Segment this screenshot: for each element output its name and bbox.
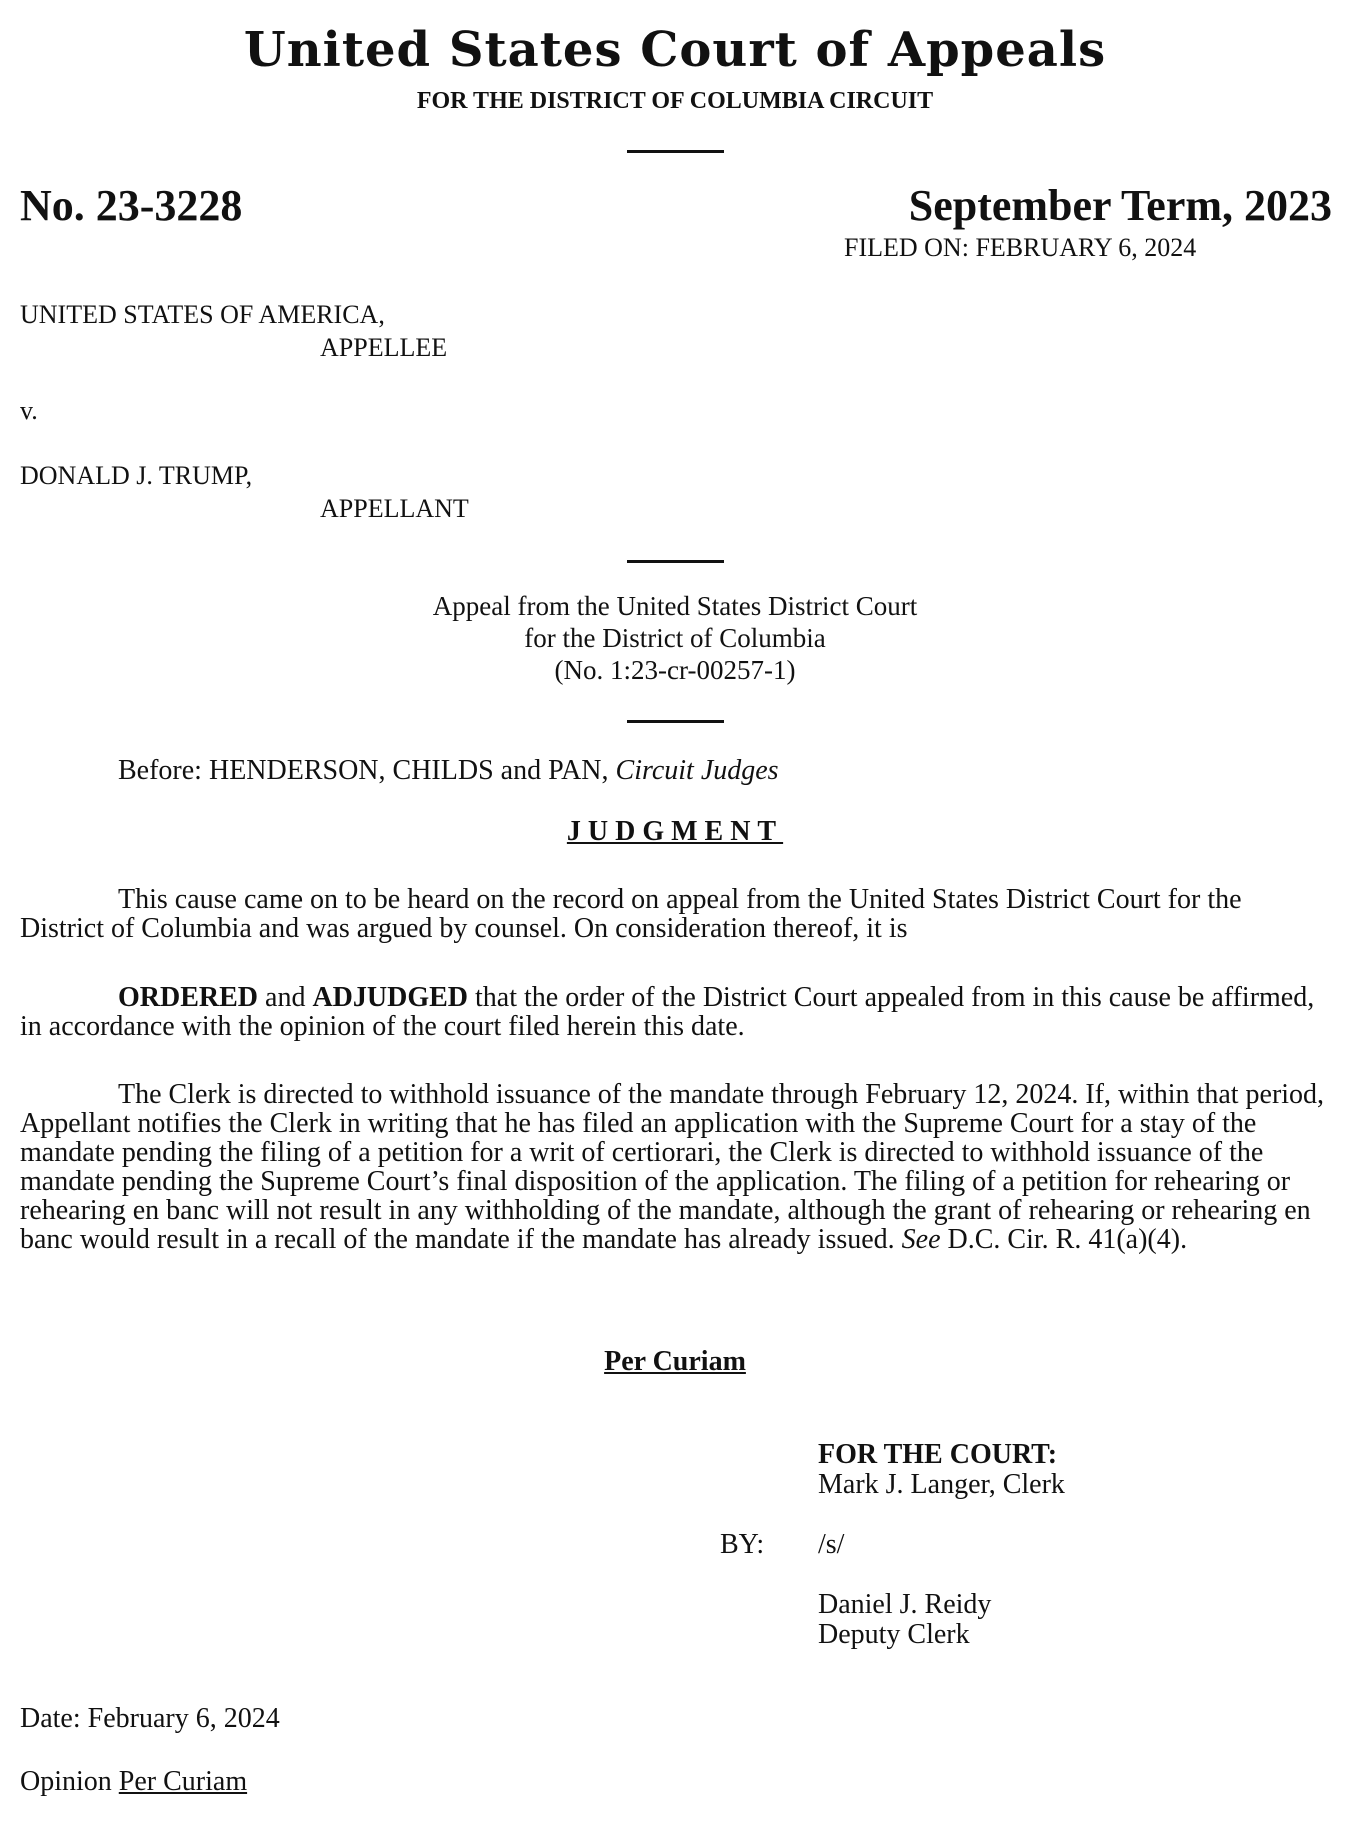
before-label: Before: bbox=[118, 755, 202, 786]
paragraph-3-text: The Clerk is directed to withhold issuance of the mandate through February 12, 2024. If, within that period, Appellant notifies the Clerk in writing that he has filed an application with the Supreme Court for a stay of the mandate pending the filing of a petition for a writ of certiorari, the Clerk is directed to withhold issuance of the mandate pending the Supreme Court’s final disposition of the application. The filing of a petition for rehearing or rehearing en banc will not result in any withholding of the mandate, although the grant of rehearing or rehearing en banc would result in a recall of the mandate if the mandate has already issued. bbox=[20, 1079, 1325, 1255]
filed-on bbox=[844, 233, 1196, 263]
paragraph-2-rest: that the order of the District Court appealed from in this cause be affirmed, in accordance with the opinion of the court filed herein this date. bbox=[20, 982, 1315, 1042]
plaintiff-name: UNITED STATES OF AMERICA, bbox=[20, 300, 385, 329]
clerk-name: Mark J. Langer, Clerk bbox=[818, 1469, 1065, 1500]
per-curiam: Per Curiam bbox=[604, 1346, 746, 1377]
rule-citation: D.C. Cir. R. 41(a)(4). bbox=[940, 1224, 1188, 1255]
versus: v. bbox=[20, 396, 38, 425]
appeal-line-3: (No. 1:23-cr-00257-1) bbox=[554, 655, 796, 685]
signature-mark: /s/ bbox=[818, 1529, 845, 1560]
defendant-role: APPELLANT bbox=[320, 494, 469, 523]
paragraph-3 bbox=[20, 1080, 1330, 1254]
defendant-name: DONALD J. TRUMP, bbox=[20, 461, 253, 490]
docket-number: No. 23-3228 bbox=[20, 181, 243, 230]
opinion-type: Per Curiam bbox=[118, 1766, 248, 1797]
filed-on-label: FILED ON: bbox=[844, 233, 969, 262]
appeal-line-1: Appeal from the United States District Court bbox=[432, 591, 918, 621]
date-line: Date: February 6, 2024 bbox=[20, 1703, 280, 1734]
header-divider bbox=[627, 150, 724, 153]
plaintiff-role: APPELLEE bbox=[320, 333, 448, 362]
appeal-info bbox=[0, 590, 1350, 686]
appeal-line-2: for the District of Columbia bbox=[524, 623, 826, 653]
panel-judges: HENDERSON, CHILDS and PAN, bbox=[208, 755, 609, 786]
deputy-name: Daniel J. Reidy bbox=[818, 1589, 992, 1620]
opinion-line bbox=[20, 1767, 247, 1797]
for-the-court: FOR THE COURT: bbox=[818, 1439, 1058, 1470]
and-text: and bbox=[258, 982, 313, 1013]
caption-divider bbox=[627, 560, 724, 563]
judgment-heading: JUDGMENT bbox=[566, 816, 784, 847]
paragraph-1: This cause came on to be heard on the record on appeal from the United States District Court for the District of Columbia and was argued by counsel. On consideration thereof, it is bbox=[20, 884, 1242, 944]
judges-title: Circuit Judges bbox=[615, 755, 779, 786]
appeal-divider bbox=[627, 720, 724, 723]
court-subtitle: FOR THE DISTRICT OF COLUMBIA CIRCUIT bbox=[416, 88, 934, 114]
paragraph-2 bbox=[20, 983, 1330, 1041]
adjudged-text: ADJUDGED bbox=[312, 982, 469, 1013]
filed-on-date: FEBRUARY 6, 2024 bbox=[975, 233, 1197, 262]
court-name: United States Court of Appeals bbox=[243, 22, 1107, 78]
ordered-text: ORDERED bbox=[118, 982, 259, 1013]
panel-line bbox=[118, 755, 779, 787]
see-signal: See bbox=[901, 1224, 941, 1255]
deputy-title: Deputy Clerk bbox=[818, 1619, 970, 1650]
term: September Term, 2023 bbox=[908, 181, 1332, 230]
by-label: BY: bbox=[720, 1529, 765, 1560]
opinion-label: Opinion bbox=[20, 1766, 119, 1797]
